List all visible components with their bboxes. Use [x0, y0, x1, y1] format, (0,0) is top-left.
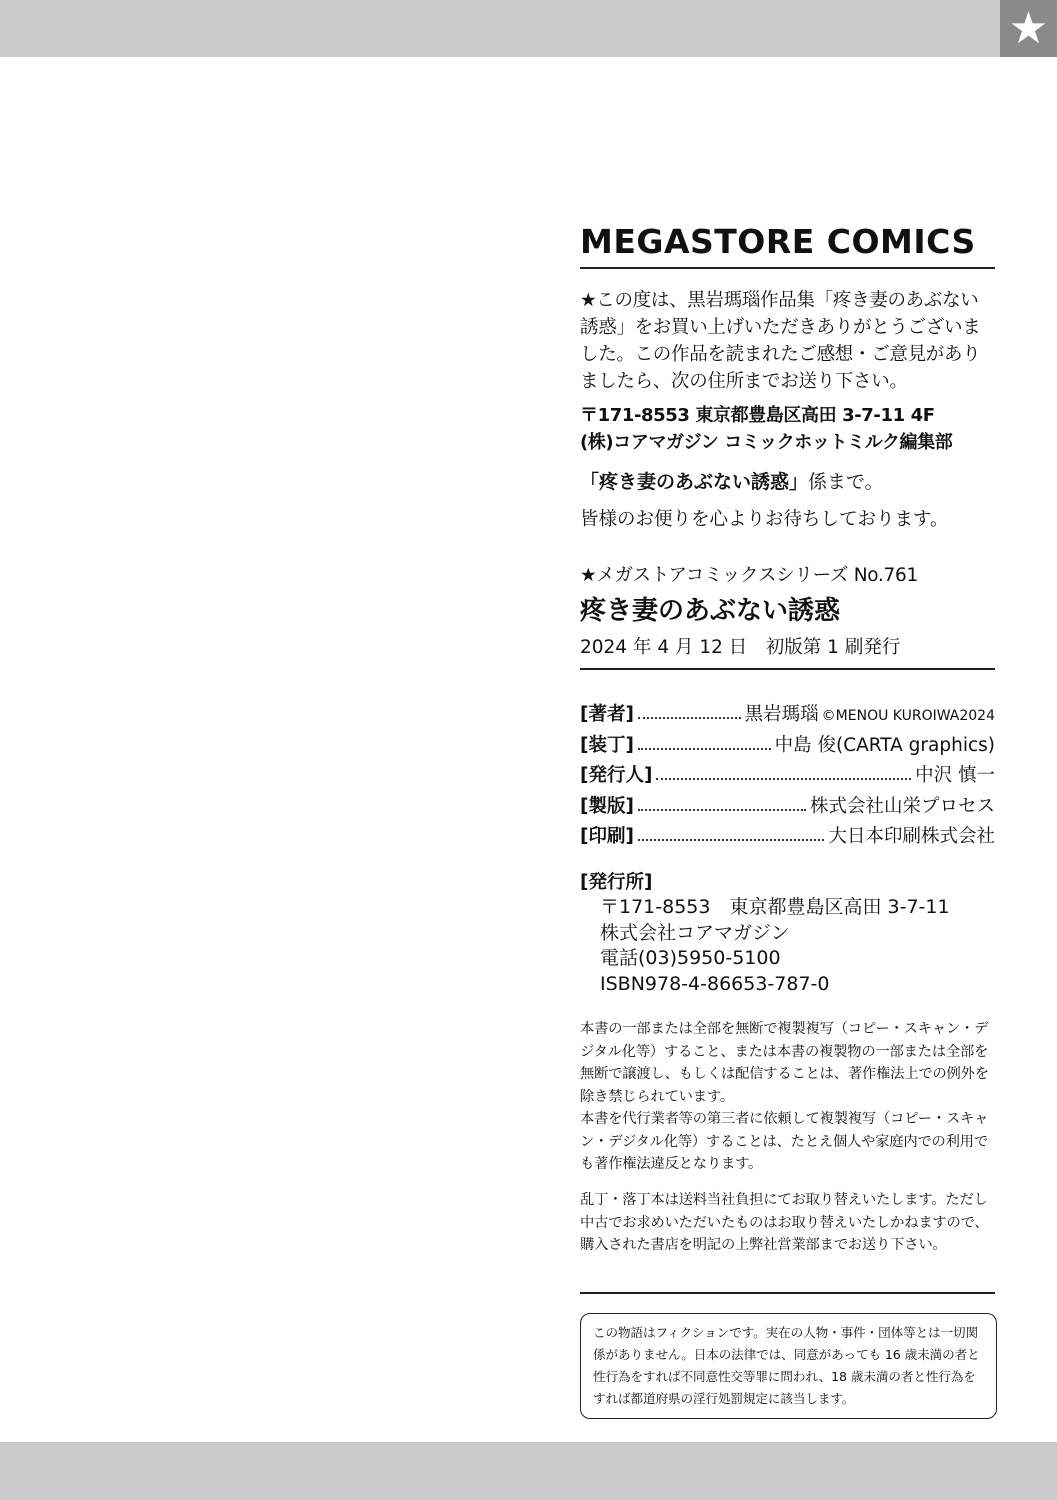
series-label: ★メガストアコミックスシリーズ No.761 [580, 565, 918, 586]
credit-row-platemaking [580, 790, 995, 821]
leader-dots [638, 717, 741, 719]
publisher-heading: [発行所] [580, 872, 653, 893]
credit-role: [印刷] [580, 826, 634, 848]
top-gray-band [0, 0, 1057, 57]
fiction-notice-box: この物語はフィクションです。実在の人物・事件・団体等とは一切関係がありません。日本の法律では、同意があっても 16 歳未満の者と性行為をすれば不同意性交等罪に問われ、18 歳未満の者と性行為をすれば都道府県の淫行処罰規定に該当します。 [580, 1313, 997, 1419]
brand-logo: MEGASTORE COMICS [580, 222, 976, 261]
editorial-address [580, 402, 995, 456]
publisher-line: 電話(03)5950-5100 [600, 947, 781, 969]
publisher-line: ISBN978-4-86653-787-0 [600, 972, 830, 995]
publisher-line: 〒171-8553 東京都豊島区高田 3-7-11 [600, 896, 950, 918]
star-icon: ★ [1008, 2, 1049, 54]
credit-role: [製版] [580, 795, 634, 817]
intro-text: ★この度は、黒岩瑪瑙作品集「疼き妻のあぶない誘惑」をお買い上げいただきありがとうございました。この作品を読まれたご感想・ご意見がありましたら、次の住所までお送り下さい。 [580, 290, 981, 392]
credit-value: 黒岩瑪瑙 ©MENOU KUROIWA2024 [744, 704, 995, 726]
divider [580, 668, 995, 670]
address-line: (株)コアマガジン コミックホットミルク編集部 [580, 432, 953, 453]
credit-row-author [580, 698, 995, 729]
credit-row-printing [580, 820, 995, 851]
leader-dots [656, 778, 911, 780]
attention-line [580, 468, 995, 496]
credit-value: 大日本印刷株式会社 [828, 826, 995, 848]
copyright-note: ©MENOU KUROIWA2024 [821, 708, 995, 725]
divider [580, 1292, 995, 1294]
credit-row-publisher-person [580, 759, 995, 790]
legal-paragraph: 本書を代行業者等の第三者に依頼して複製複写（コピー・スキャン・デジタル化等）することは、たとえ個人や家庭内での利用でも著作権法違反となります。 [580, 1111, 989, 1172]
legal-paragraph: 本書の一部または全部を無断で複製複写（コピー・スキャン・デジタル化等）すること、または本書の複製物の一部または全部を無断で譲渡し、もしくは配信することは、著作権法上での例外を除き禁じられています。 [580, 1021, 989, 1105]
credit-value: 株式会社山栄プロセス [809, 795, 995, 817]
defect-notice: 乱丁・落丁本は送料当社負担にてお取り替えいたします。ただし中古でお求めいただいたものはお取り替えいたしかねますので、購入された書店を明記の上弊社営業部までお送り下さい。 [580, 1192, 989, 1253]
credit-role: [発行人] [580, 765, 653, 787]
credit-value: 中島 俊(CARTA graphics) [774, 734, 995, 756]
publish-date: 2024 年 4 月 12 日 初版第 1 刷発行 [580, 637, 901, 658]
bottom-gray-band [0, 1442, 1057, 1500]
publisher-block [600, 895, 995, 997]
publisher-line: 株式会社コアマガジン [600, 921, 790, 944]
credit-role: [著者] [580, 704, 634, 726]
credit-role: [装丁] [580, 734, 634, 756]
attention-title: 「疼き妻のあぶない誘惑」 [580, 471, 809, 493]
credit-row-design [580, 729, 995, 760]
credits-list [580, 698, 995, 851]
divider [580, 267, 995, 269]
copyright-notice [580, 1018, 995, 1176]
address-line: 〒171-8553 東京都豊島区高田 3-7-11 4F [580, 405, 935, 426]
corner-badge [1000, 0, 1057, 57]
attention-suffix: 係まで。 [808, 471, 884, 493]
credit-value: 中沢 慎一 [915, 765, 995, 787]
await-message: 皆様のお便りを心よりお待ちしております。 [580, 509, 949, 530]
book-title: 疼き妻のあぶない誘惑 [580, 596, 841, 626]
leader-dots [638, 748, 771, 750]
leader-dots [638, 809, 806, 811]
leader-dots [638, 839, 825, 841]
